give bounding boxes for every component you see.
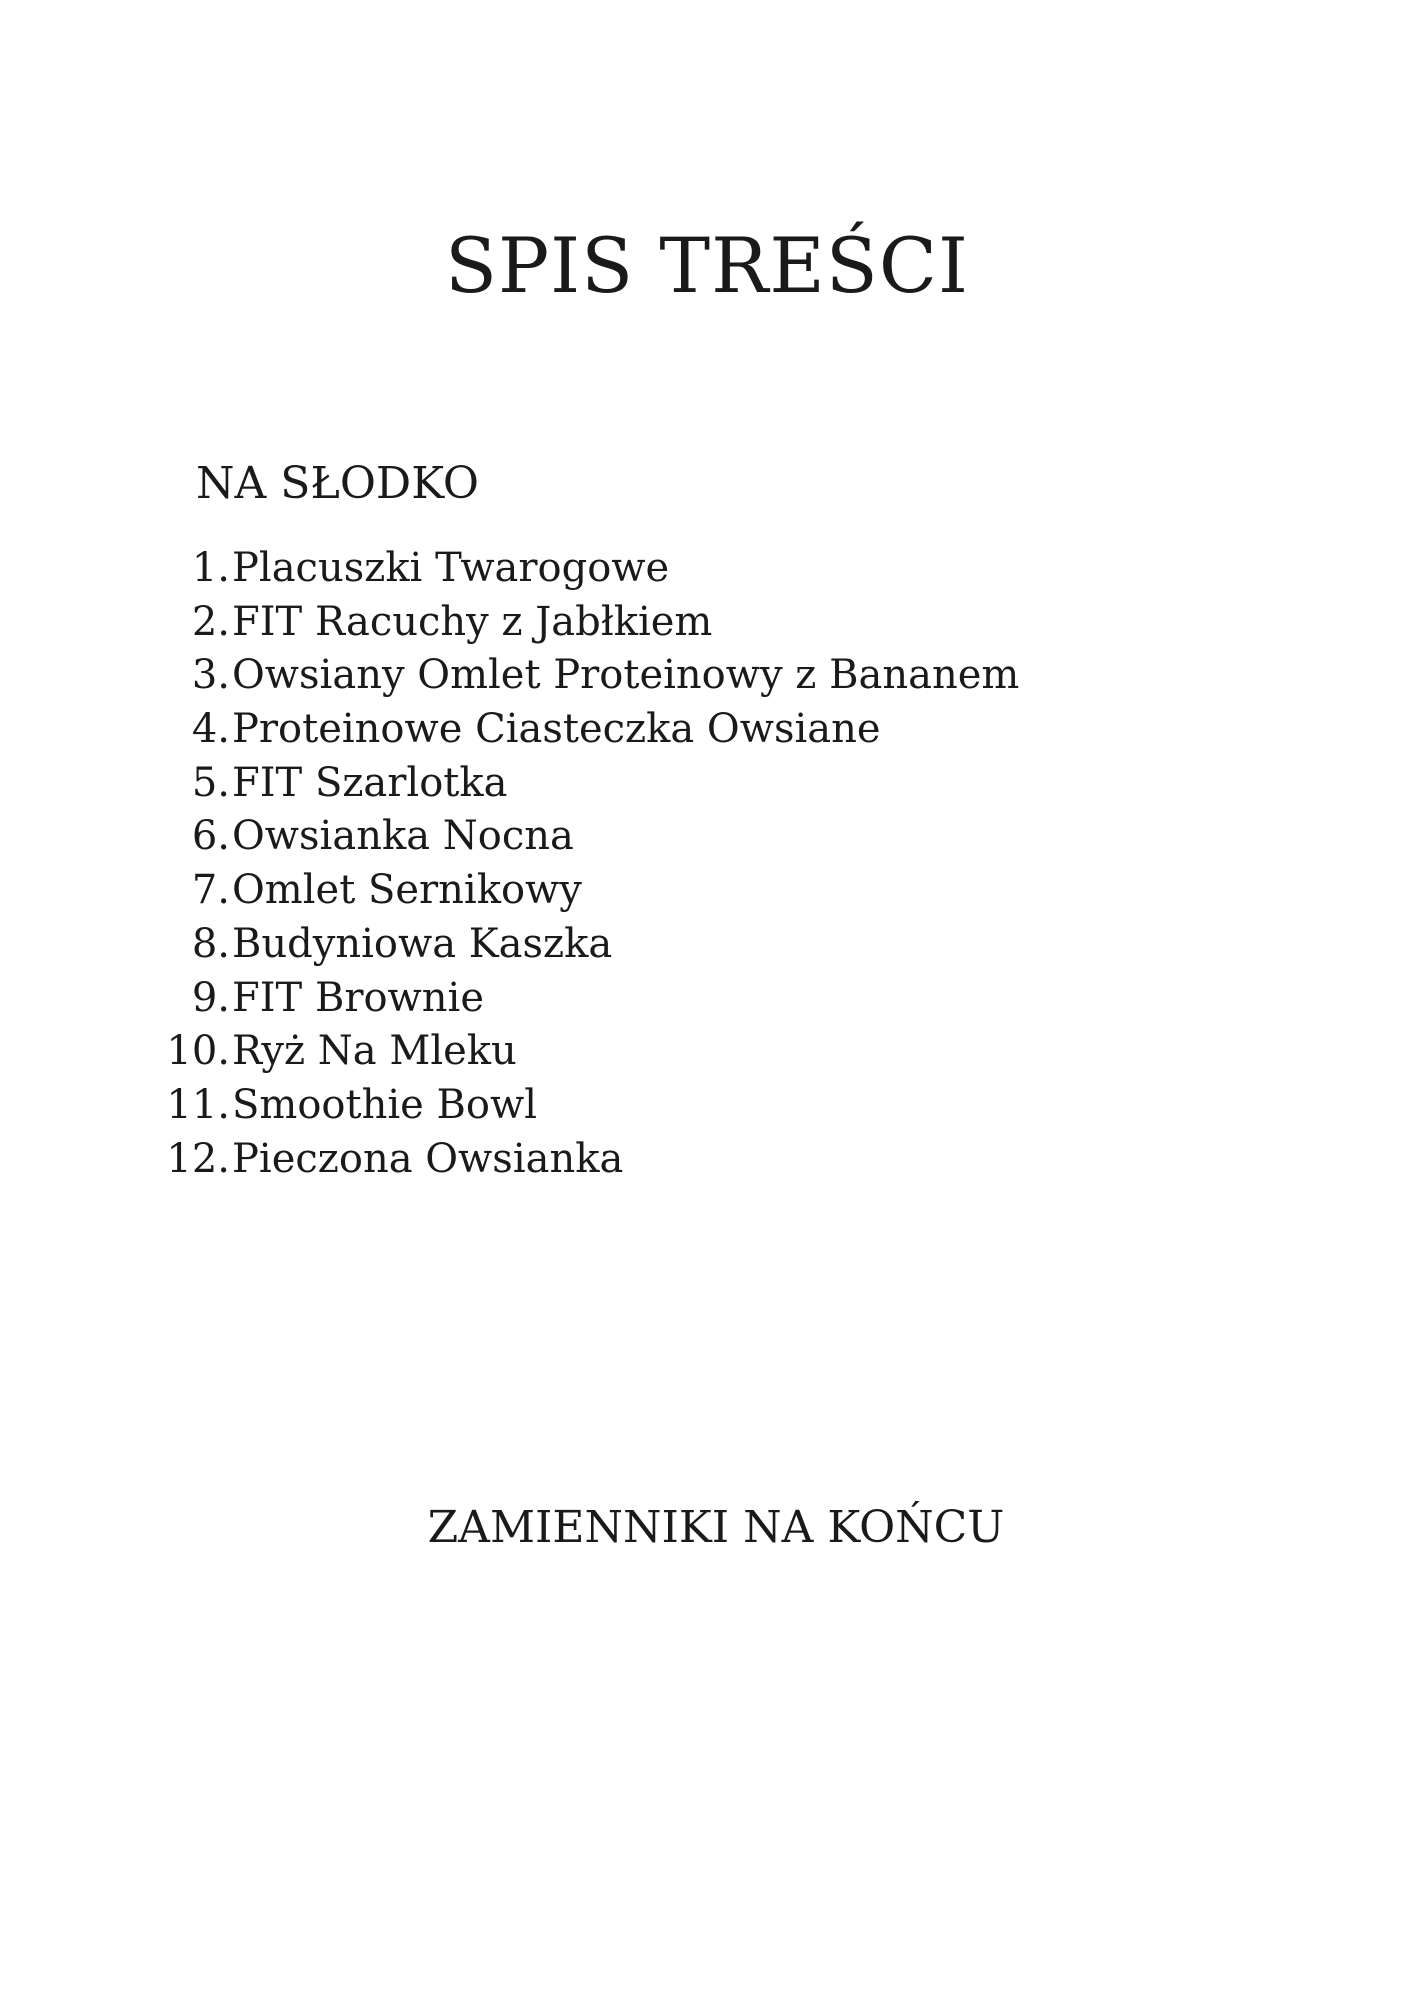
toc-item-number: 9.: [191, 974, 230, 1021]
toc-item-number: 11.: [166, 1081, 230, 1128]
toc-item-label: Proteinowe Ciasteczka Owsiane: [232, 706, 881, 753]
toc-item-number: 10.: [166, 1028, 230, 1075]
toc-item-label: FIT Szarlotka: [232, 759, 508, 806]
toc-item[interactable]: [150, 649, 1019, 703]
page-title: SPIS TREŚCI: [444, 221, 970, 310]
toc-item-number: 7.: [191, 867, 230, 914]
toc-item[interactable]: [150, 757, 1019, 811]
toc-item[interactable]: [150, 1133, 1019, 1187]
toc-item-label: FIT Racuchy z Jabłkiem: [232, 598, 713, 645]
toc-item-label: Pieczona Owsianka: [232, 1135, 624, 1182]
table-of-contents: [150, 542, 1019, 1186]
toc-item-number: 12.: [166, 1135, 230, 1182]
toc-item-label: Owsiany Omlet Proteinowy z Bananem: [232, 652, 1020, 699]
toc-item[interactable]: [150, 596, 1019, 650]
toc-item-label: Owsianka Nocna: [232, 813, 574, 860]
toc-item[interactable]: [150, 864, 1019, 918]
toc-item-number: 2.: [191, 598, 230, 645]
toc-item-number: 3.: [191, 652, 230, 699]
toc-item[interactable]: [150, 703, 1019, 757]
toc-item-label: Ryż Na Mleku: [232, 1028, 517, 1075]
toc-item[interactable]: [150, 918, 1019, 972]
toc-item-label: Omlet Sernikowy: [232, 867, 582, 914]
toc-item-number: 4.: [191, 706, 230, 753]
toc-item-number: 5.: [191, 759, 230, 806]
toc-item[interactable]: [150, 972, 1019, 1026]
toc-item[interactable]: [150, 810, 1019, 864]
toc-item-label: Smoothie Bowl: [232, 1081, 538, 1128]
toc-item-number: 8.: [191, 920, 230, 967]
footer-note: ZAMIENNIKI NA KOŃCU: [427, 1502, 1005, 1553]
toc-item-label: Budyniowa Kaszka: [232, 920, 613, 967]
toc-item-number: 1.: [191, 545, 230, 591]
toc-item-number: 6.: [191, 813, 230, 860]
section-heading: NA SŁODKO: [196, 458, 479, 509]
toc-item[interactable]: [150, 1079, 1019, 1133]
toc-item-label: Placuszki Twarogowe: [232, 545, 670, 591]
toc-item-label: FIT Brownie: [232, 974, 485, 1021]
toc-item[interactable]: [150, 542, 1019, 596]
toc-item[interactable]: [150, 1025, 1019, 1079]
